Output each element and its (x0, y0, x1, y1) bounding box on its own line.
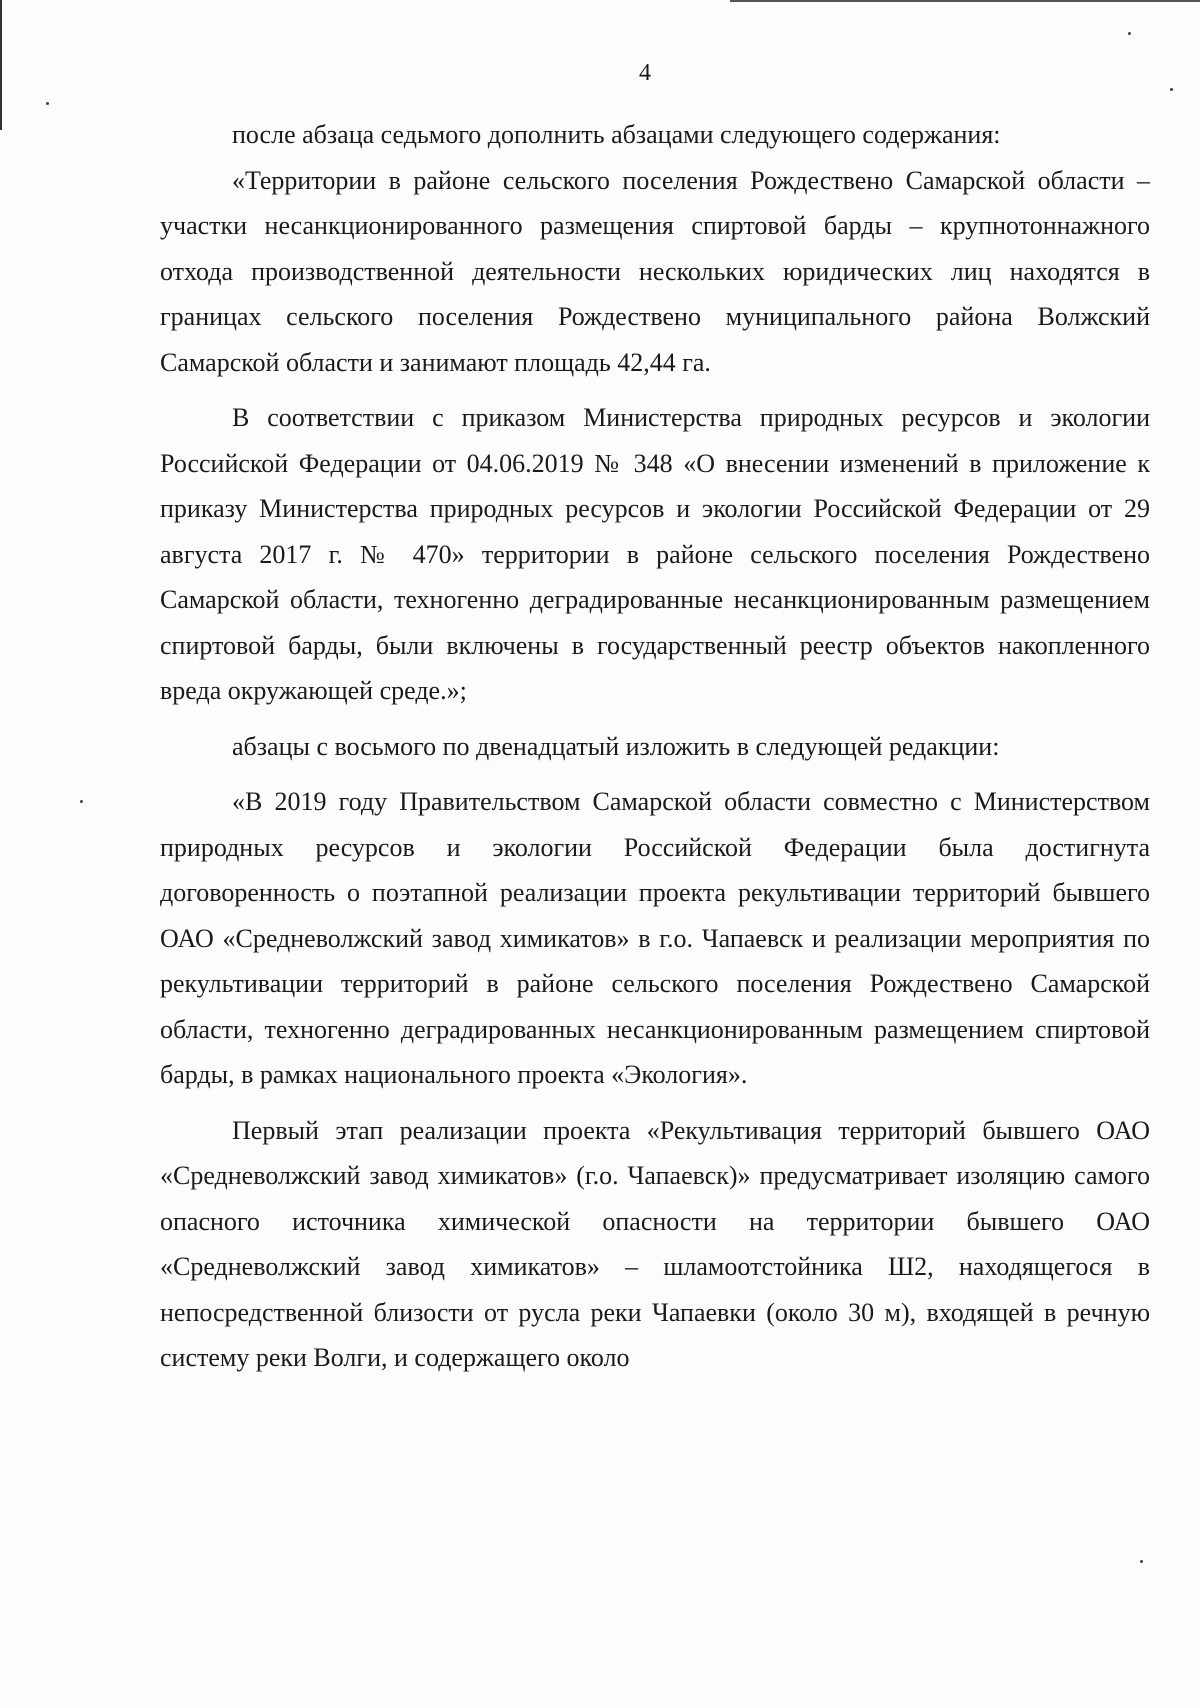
paragraph-1: после абзаца седьмого дополнить абзацами следующего содержания: (232, 120, 1001, 149)
scan-speck (46, 102, 49, 105)
paragraph-4: абзацы с восьмого по двенадцатый изложить в следующей редакции: (232, 731, 1000, 761)
scan-speck (1170, 88, 1173, 91)
scan-edge-top (730, 0, 1200, 2)
document-body (160, 112, 1150, 1381)
scan-speck (1140, 1560, 1143, 1563)
paragraph-6: Первый этап реализации проекта «Рекультивация территорий бывшего ОАО «Средневолжский завод химикатов» (г.о. Чапаевск)» предусматривает изоляцию самого опасного источника химической опасности на территории бывшего ОАО «Средневолжский завод химикатов» – шламоотстойника Ш2, находящегося в непосредственной близости от русла реки Чапаевки (около 30 м), входящей в речную систему реки Волги, и содержащего около (160, 1115, 1150, 1372)
scan-speck (80, 800, 83, 803)
paragraph-3: В соответствии с приказом Министерства природных ресурсов и экологии Российской Федерации от 04.06.2019 № 348 «О внесении изменений в приложение к приказу Министерства природных ресурсов и экологии Российской Федерации от 29 августа 2017 г. № 470» территории в районе сельского поселения Рождествено Самарской области, техногенно деградированные несанкционированным размещением спиртовой барды, были включены в государственный реестр объектов накопленного вреда окружающей среде.»; (160, 403, 1150, 705)
scan-speck (1128, 32, 1131, 35)
paragraph-5: «В 2019 году Правительством Самарской области совместно с Министерством природных ресурсов и экологии Российской Федерации была достигнута договоренность о поэтапной реализации проекта рекультивации территорий бывшего ОАО «Средневолжский завод химикатов» в г.о. Чапаевск и реализации мероприятия по рекультивации территорий в районе сельского поселения Рождествено Самарской области, техногенно деградированных несанкционированным размещением спиртовой барды, в рамках национального проекта «Экология». (160, 787, 1150, 1089)
page-number: 4 (639, 60, 651, 86)
paragraph-2: «Территории в районе сельского поселения Рождествено Самарской области – участки несанкционированного размещения спиртовой барды – крупнотоннажного отхода производственной деятельности нескольких юридических лиц находятся в границах сельского поселения Рождествено муниципального района Волжский Самарской области и занимают площадь 42,44 га. (160, 165, 1150, 377)
